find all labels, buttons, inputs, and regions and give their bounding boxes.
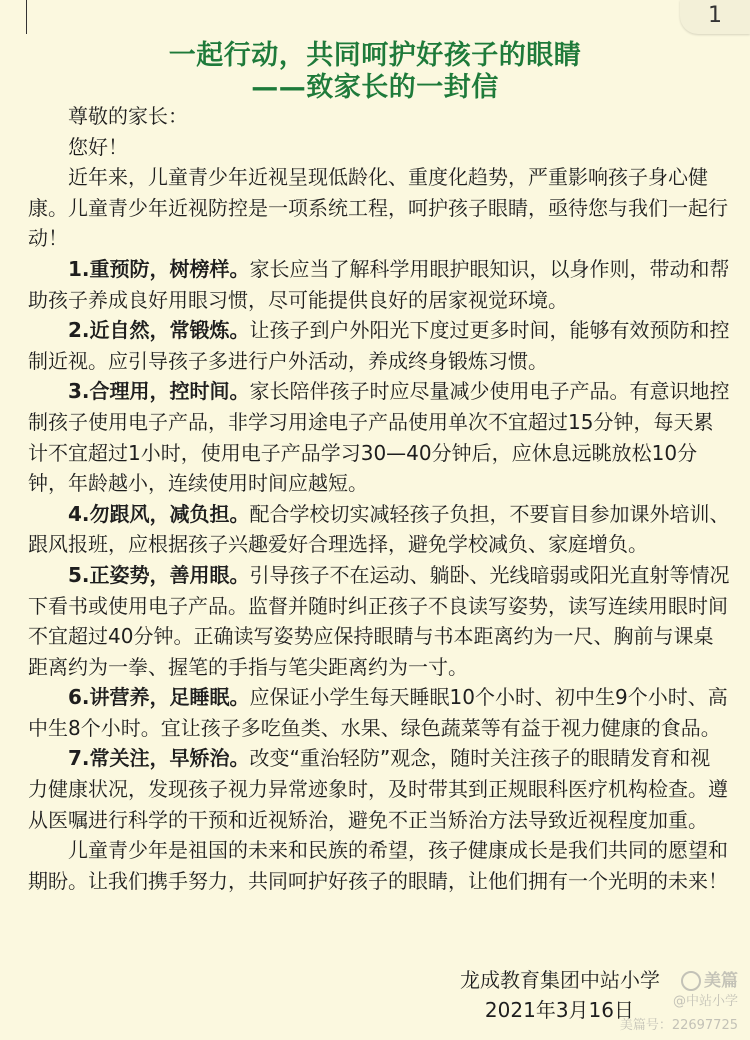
item-paragraph	[28, 682, 730, 743]
watermark-id: 美篇号：22697725	[619, 1018, 738, 1033]
corner-mark	[0, 0, 27, 34]
item-heading: 1.重预防，树榜样。	[68, 256, 250, 281]
intro-paragraph: 近年来，儿童青少年近视呈现低龄化、重度化趋势，严重影响孩子身心健康。儿童青少年近视防控是一项系统工程，呵护孩子眼睛，亟待您与我们一起行动！	[28, 165, 728, 251]
page-subtitle: ——致家长的一封信	[251, 72, 499, 103]
item-text: 家长应当了解科学用眼护眼知识，以身作则，带动和帮助孩子养成良好用眼习惯，尽可能提供良好的居家视觉环境。	[28, 256, 730, 312]
meipian-logo-icon	[681, 971, 701, 991]
item-heading: 4.勿跟风，减负担。	[68, 501, 250, 526]
item-heading: 2.近自然，常锻炼。	[68, 318, 250, 343]
item-text: 让孩子到户外阳光下度过更多时间，能够有效预防和控制近视。应引导孩子多进行户外活动，养成终身锻炼习惯。	[28, 318, 730, 373]
item-paragraph	[28, 743, 730, 835]
page-title: 一起行动，共同呵护好孩子的眼睛	[168, 40, 582, 71]
item-paragraph	[28, 499, 730, 560]
salutation: 尊敬的家长：	[68, 104, 188, 128]
item-text: 配合学校切实减轻孩子负担，不要盲目参加课外培训、跟风报班，应根据孩子兴趣爱好合理选择，避免学校减负、家庭增负。	[28, 501, 730, 557]
page-number: 1	[680, 0, 750, 34]
item-heading: 6.讲营养，足睡眠。	[68, 685, 250, 710]
item-heading: 3.合理用，控时间。	[68, 379, 250, 404]
signature-organization: 龙成教育集团中站小学	[460, 968, 660, 992]
closing-paragraph: 儿童青少年是祖国的未来和民族的希望，孩子健康成长是我们共同的愿望和期盼。让我们携手努力，共同呵护好孩子的眼睛，让他们拥有一个光明的未来！	[28, 838, 728, 893]
item-paragraph	[28, 315, 730, 376]
item-text: 应保证小学生每天睡眠10个小时、初中生9个小时、高中生8个小时。宜让孩子多吃鱼类、水果、绿色蔬菜等有益于视力健康的食品。	[28, 685, 728, 740]
item-paragraph	[28, 254, 730, 315]
item-text: 改变“重治轻防”观念，随时关注孩子的眼睛发育和视力健康状况，发现孩子视力异常迹象时，及时带其到正规眼科医疗机构检查。遵从医嘱进行科学的干预和近视矫治，避免不正当矫治方法导致近视程度加重。	[28, 746, 728, 832]
greeting: 您好！	[68, 134, 128, 159]
item-heading: 7.常关注，早矫治。	[68, 746, 250, 771]
item-paragraph	[28, 376, 730, 498]
signature-date: 2021年3月16日	[484, 998, 634, 1022]
item-text: 引导孩子不在运动、躺卧、光线暗弱或阳光直射等情况下看书或使用电子产品。监督并随时纠正孩子不良读写姿势，读写连续用眼时间不宜超过40分钟。正确读写姿势应保持眼睛与书本距离约为一尺、胸前与课桌距离约为一拳、握笔的手指与笔尖距离约为一寸。	[28, 562, 730, 679]
watermark-brand-text: 美篇	[704, 971, 738, 991]
letter-body	[28, 101, 730, 896]
watermark-brand	[681, 966, 738, 991]
item-text: 家长陪伴孩子时应尽量减少使用电子产品。有意识地控制孩子使用电子产品，非学习用途电子产品使用单次不宜超过15分钟，每天累计不宜超过1小时，使用电子产品学习30—40分钟后，应休息远眺放松10分钟，年龄越小，连续使用时间应越短。	[28, 379, 730, 496]
watermark-author: @中站小学	[672, 994, 738, 1009]
item-paragraph	[28, 560, 730, 682]
item-heading: 5.正姿势，善用眼。	[68, 562, 250, 587]
